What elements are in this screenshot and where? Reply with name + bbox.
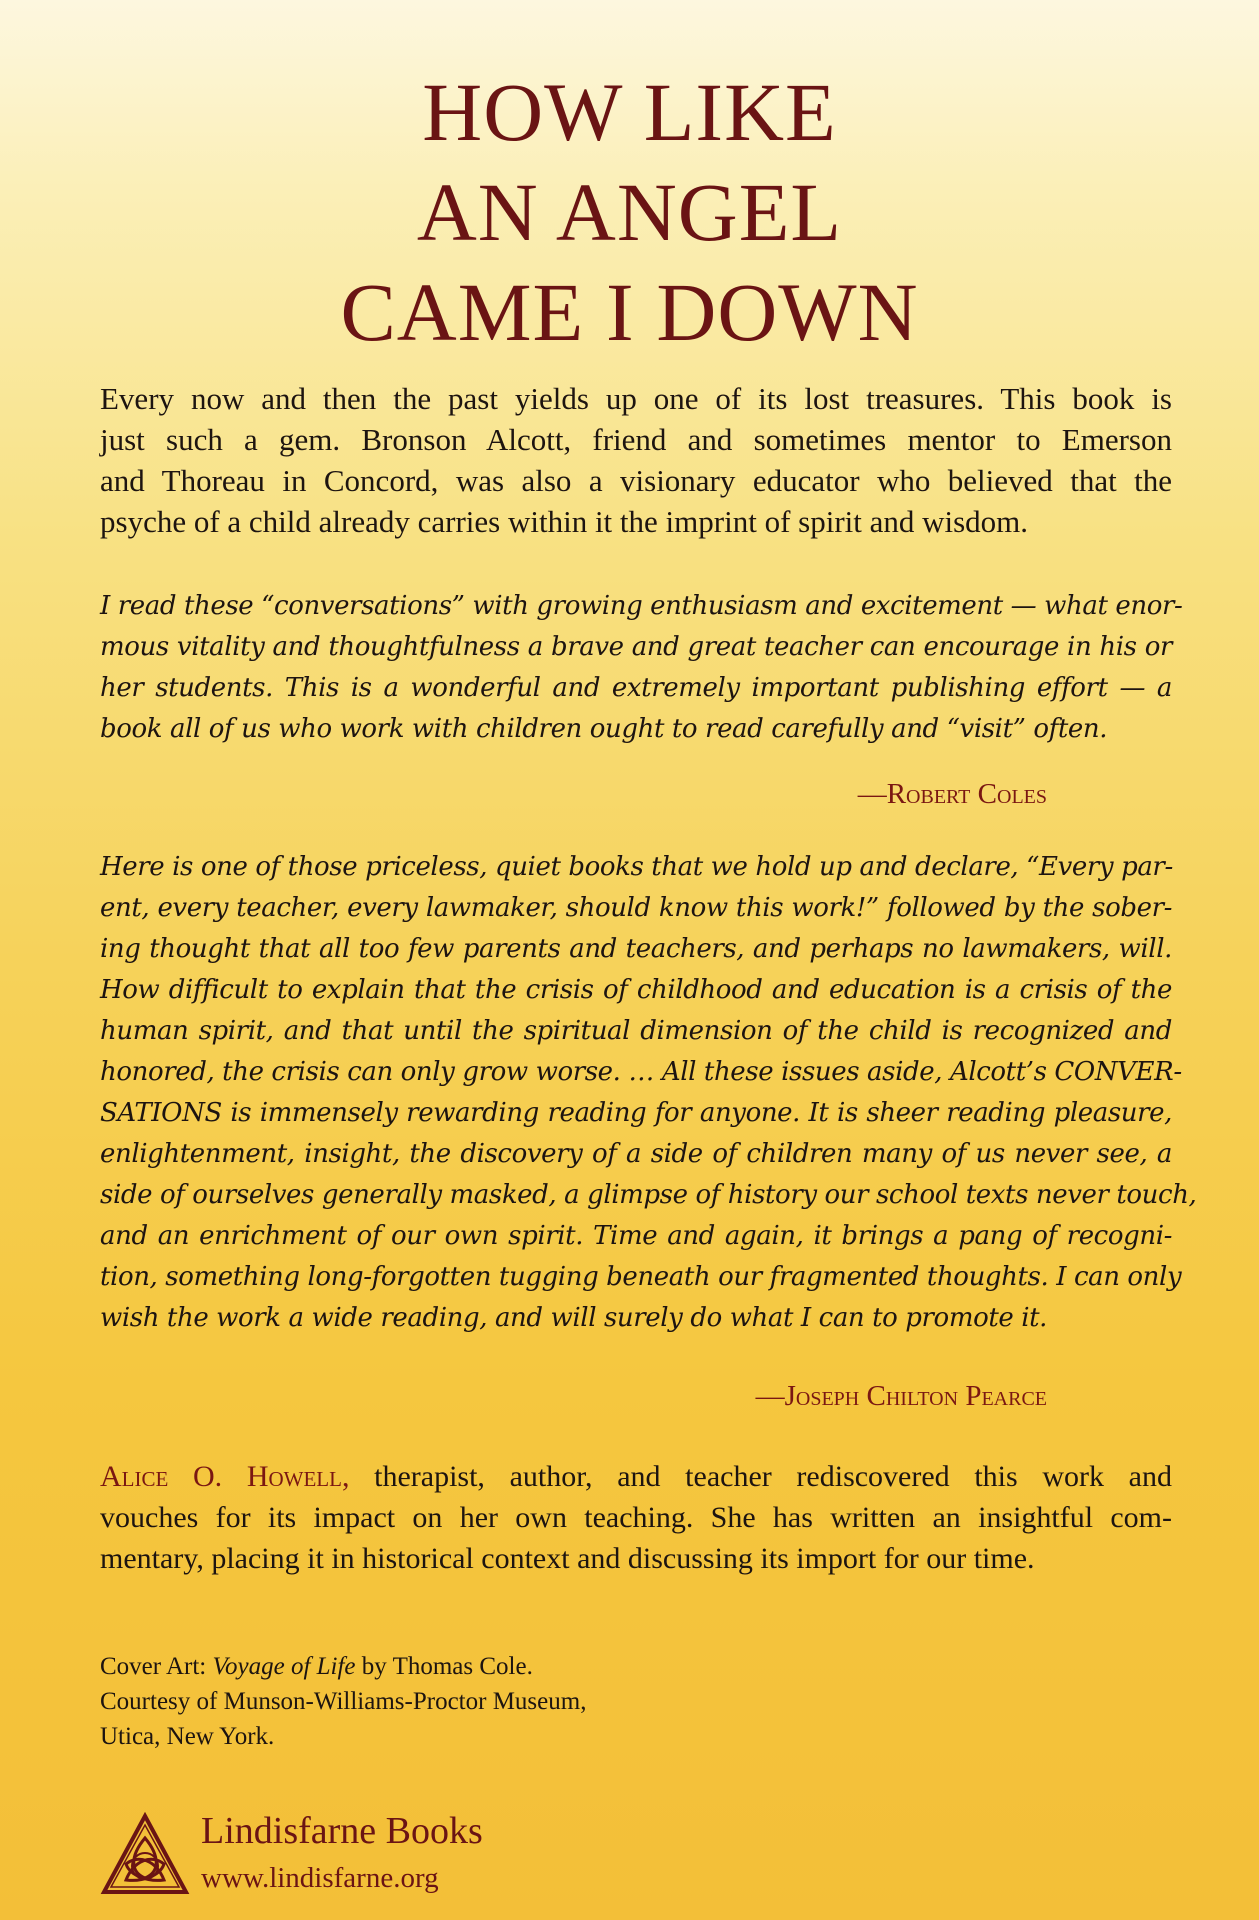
publisher-block (100, 1808, 700, 1908)
triquetra-triangle-icon (100, 1812, 190, 1896)
attribution-pearce (756, 1377, 1047, 1415)
testimonial-line: SATIONS is immensely rewarding reading for anyone. It is sheer reading pleasure, (100, 1098, 1172, 1128)
credit-line-2: Courtesy of Munson-Williams-Proctor Museum, (100, 1688, 587, 1715)
intro-line: psyche of a child already carries within it the imprint of spirit and wisdom. (100, 504, 1029, 539)
credit-line-3: Utica, New York. (100, 1723, 275, 1750)
attribution-dash: — (857, 778, 887, 810)
credit-line-1 (100, 1649, 800, 1684)
testimonial-pearce (100, 847, 1197, 1339)
testimonial-line: I read these “conversations” with growing enthusiasm and excitement — what enor- (100, 591, 1183, 621)
title-line-2: AN ANGEL (416, 166, 843, 258)
intro-line: just such a gem. Bronson Alcott, friend and sometimes mentor to Emerson (100, 422, 1172, 457)
cover-art-artist: by Thomas Cole. (355, 1653, 533, 1680)
testimonial-line: mous vitality and thoughtfulness a brave and great teacher can encourage in his or (100, 632, 1172, 662)
attribution-name: Robert Coles (886, 778, 1047, 810)
book-title (0, 62, 1259, 362)
bio-line: vouches for its impact on her own teaching. She has written an insightful com- (100, 1501, 1172, 1534)
testimonial-line: Here is one of those priceless, quiet books that we hold up and declare, “Every par- (100, 852, 1173, 882)
testimonial-line: book all of us who work with children ought to read carefully and “visit” often. (100, 714, 1108, 744)
attribution-coles (858, 775, 1047, 813)
attribution-dash: — (755, 1380, 785, 1412)
testimonial-line: human spirit, and that until the spiritual dimension of the child is recognized and (100, 1016, 1172, 1046)
title-line-1: HOW LIKE (422, 66, 837, 158)
cover-art-label: Cover Art: (100, 1653, 213, 1680)
testimonial-line: side of ourselves generally masked, a glimpse of history our school texts never touch, (100, 1180, 1197, 1210)
bio-line (100, 1456, 1172, 1497)
testimonial-line: and an enrichment of our own spirit. Time and again, it brings a pang of recogni- (100, 1221, 1172, 1251)
intro-line: Every now and then the past yields up one of its lost treasures. This book is (100, 381, 1172, 416)
intro-line: and Thoreau in Concord, was also a visionary educator who believed that the (100, 463, 1172, 498)
attribution-name: Joseph Chilton Pearce (784, 1380, 1047, 1412)
testimonial-line: ing thought that all too few parents and teachers, and perhaps no lawmakers, will. (100, 934, 1172, 964)
author-bio (100, 1456, 1172, 1579)
publisher-name: Lindisfarne Books (201, 1810, 483, 1852)
title-line-3: CAME I DOWN (340, 266, 919, 358)
bio-line: mentary, placing it in historical context and discussing its import for our time. (100, 1542, 1035, 1575)
testimonial-line: her students. This is a wonderful and extremely important publishing effort — a (100, 673, 1172, 703)
cover-art-title: Voyage of Life (212, 1653, 356, 1680)
testimonial-line: ent, every teacher, every lawmaker, should know this work!” followed by the sober- (100, 893, 1172, 923)
cover-art-credits (100, 1649, 800, 1754)
testimonial-line: wish the work a wide reading, and will surely do what I can to promote it. (100, 1303, 1048, 1333)
testimonial-line: tion, something long-forgotten tugging beneath our fragmented thoughts. I can only (100, 1262, 1182, 1292)
bio-line-1-text: therapist, author, and teacher rediscovered this work and (349, 1460, 1172, 1493)
testimonial-coles (100, 586, 1183, 750)
testimonial-line: How difficult to explain that the crisis of childhood and education is a crisis of the (100, 975, 1172, 1005)
intro-paragraph (100, 378, 1172, 542)
testimonial-line: honored, the crisis can only grow worse. … All these issues aside, Alcott’s CONVER- (100, 1057, 1182, 1087)
testimonial-line: enlightenment, insight, the discovery of a side of children many of us never see, a (100, 1139, 1172, 1169)
publisher-url: www.lindisfarne.org (201, 1862, 439, 1894)
author-name: Alice O. Howell, (100, 1460, 350, 1493)
